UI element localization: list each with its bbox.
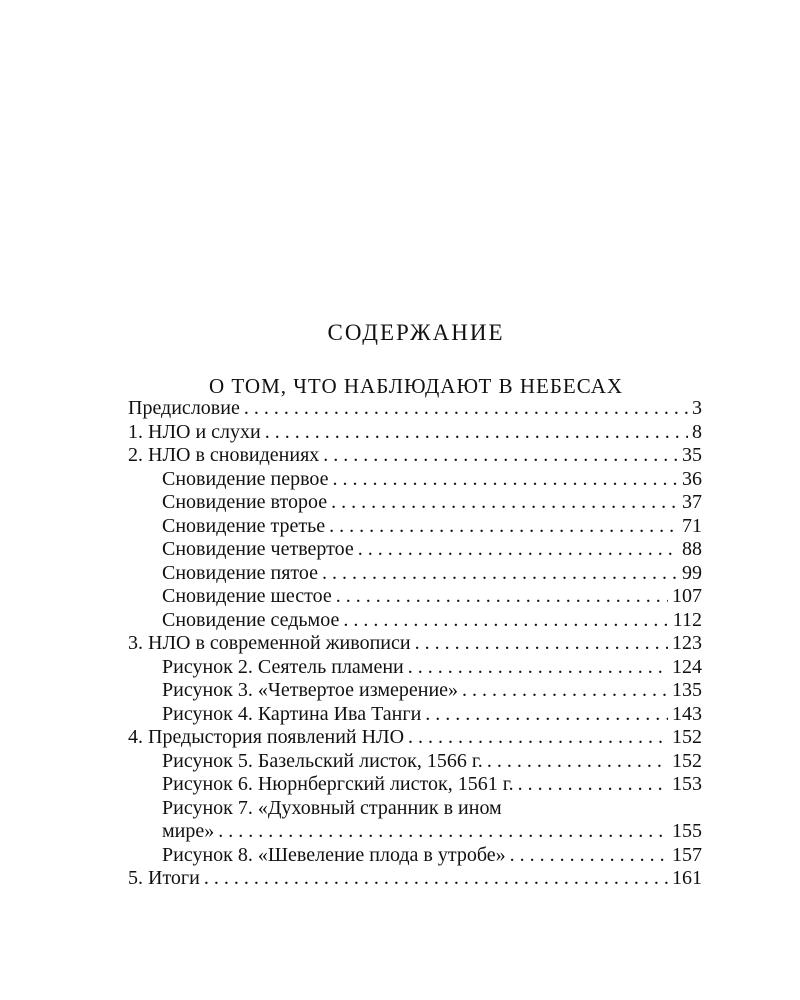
toc-entry-page: 88	[682, 538, 702, 560]
toc-entry-label: Сновидение шестое	[162, 585, 332, 607]
toc-entry-figure-7	[128, 820, 702, 844]
toc-entry-label: 3. НЛО в современной живописи	[128, 632, 411, 654]
toc-entry-dream-3	[128, 515, 702, 539]
toc-entry-page: 152	[672, 749, 702, 772]
toc-entry-page: 124	[672, 655, 702, 678]
toc-entry-label: мире»	[162, 820, 215, 842]
toc-entry-page: 107	[672, 585, 702, 607]
dot-leader	[415, 632, 668, 656]
toc-entry-page: 157	[672, 843, 702, 866]
toc-entry-figure-3	[128, 679, 702, 703]
toc-entry-page: 35	[682, 444, 702, 466]
toc-entry-page: 123	[672, 632, 702, 654]
toc-entry-page: 36	[682, 467, 702, 490]
toc-entry-chapter-4	[128, 726, 702, 750]
toc-entry-page: 112	[672, 608, 702, 631]
toc-entry-chapter-1	[128, 421, 702, 445]
toc-entry-label: Рисунок 8. «Шевеление плода в утробе»	[162, 843, 506, 866]
table-of-contents	[128, 397, 702, 891]
toc-entry-page: 143	[672, 702, 702, 725]
toc-entry-label: 4. Предыстория появлений НЛО	[128, 726, 405, 748]
toc-entry-label: Сновидение четвертое	[162, 538, 354, 560]
toc-entry-label: 2. НЛО в сновидениях	[128, 444, 320, 466]
toc-entry-label: Рисунок 6. Нюрнбергский листок, 1561 г.	[162, 773, 514, 795]
dot-leader	[265, 421, 688, 445]
toc-entry-page: 99	[682, 561, 702, 584]
dot-leader	[218, 820, 668, 844]
dot-leader	[331, 491, 678, 515]
dot-leader	[343, 609, 668, 633]
toc-title: СОДЕРЖАНИЕ	[327, 320, 505, 345]
toc-entry-label: Сновидение седьмое	[162, 608, 340, 631]
dot-leader	[487, 750, 668, 774]
toc-entry-chapter-2	[128, 444, 702, 468]
toc-entry-dream-1	[128, 468, 702, 492]
toc-entry-label: Сновидение первое	[162, 467, 329, 490]
toc-entry-page: 155	[672, 820, 702, 842]
toc-entry-dream-6	[128, 585, 702, 609]
toc-entry-label: Сновидение третье	[162, 514, 326, 537]
dot-leader	[244, 397, 688, 421]
toc-entry-figure-2	[128, 656, 702, 680]
dot-leader	[408, 726, 668, 750]
toc-entry-page: 161	[672, 867, 702, 889]
toc-entry-chapter-3	[128, 632, 702, 656]
toc-entry-figure-5	[128, 750, 702, 774]
toc-entry-label: Рисунок 4. Картина Ива Танги	[162, 702, 422, 725]
toc-entry-label: Сновидение пятое	[162, 561, 319, 584]
dot-leader	[425, 703, 668, 727]
toc-entry-chapter-5	[128, 867, 702, 891]
dot-leader	[518, 773, 668, 797]
toc-entry-page: 135	[672, 679, 702, 701]
toc-entry-label: Рисунок 3. «Четвертое измерение»	[162, 679, 459, 701]
dot-leader	[408, 656, 668, 680]
dot-leader	[336, 585, 668, 609]
dot-leader	[329, 515, 678, 539]
toc-entry-figure-8	[128, 844, 702, 868]
toc-entry-label: Рисунок 2. Сеятель пламени	[162, 655, 404, 678]
toc-entry-figure-7-line1: Рисунок 7. «Духовный странник в ином	[162, 796, 502, 819]
toc-entry-label: Рисунок 5. Базельский листок, 1566 г.	[162, 749, 483, 772]
dot-leader	[510, 844, 668, 868]
dot-leader	[204, 867, 668, 891]
toc-entry-dream-7	[128, 609, 702, 633]
toc-entry-preface	[128, 397, 702, 421]
dot-leader	[322, 562, 678, 586]
toc-entry-label: Сновидение второе	[162, 491, 328, 513]
toc-entry-page: 153	[672, 773, 702, 795]
toc-entry-page: 37	[682, 491, 702, 513]
toc-entry-label: Предисловие	[128, 397, 240, 419]
toc-entry-dream-5	[128, 562, 702, 586]
toc-entry-page: 71	[682, 514, 702, 537]
dot-leader	[358, 538, 678, 562]
toc-entry-dream-2	[128, 491, 702, 515]
dot-leader	[462, 679, 668, 703]
section-title: О ТОМ, ЧТО НАБЛЮДАЮТ В НЕБЕСАХ	[208, 374, 624, 398]
toc-entry-label: 5. Итоги	[128, 867, 200, 889]
toc-entry-dream-4	[128, 538, 702, 562]
toc-entry-label: 1. НЛО и слухи	[128, 420, 261, 443]
toc-entry-page: 152	[672, 726, 702, 748]
toc-entry-page: 8	[692, 420, 702, 443]
toc-entry-page: 3	[692, 397, 702, 419]
dot-leader	[323, 444, 678, 468]
toc-entry-figure-6	[128, 773, 702, 797]
dot-leader	[333, 468, 678, 492]
toc-entry-figure-4	[128, 703, 702, 727]
